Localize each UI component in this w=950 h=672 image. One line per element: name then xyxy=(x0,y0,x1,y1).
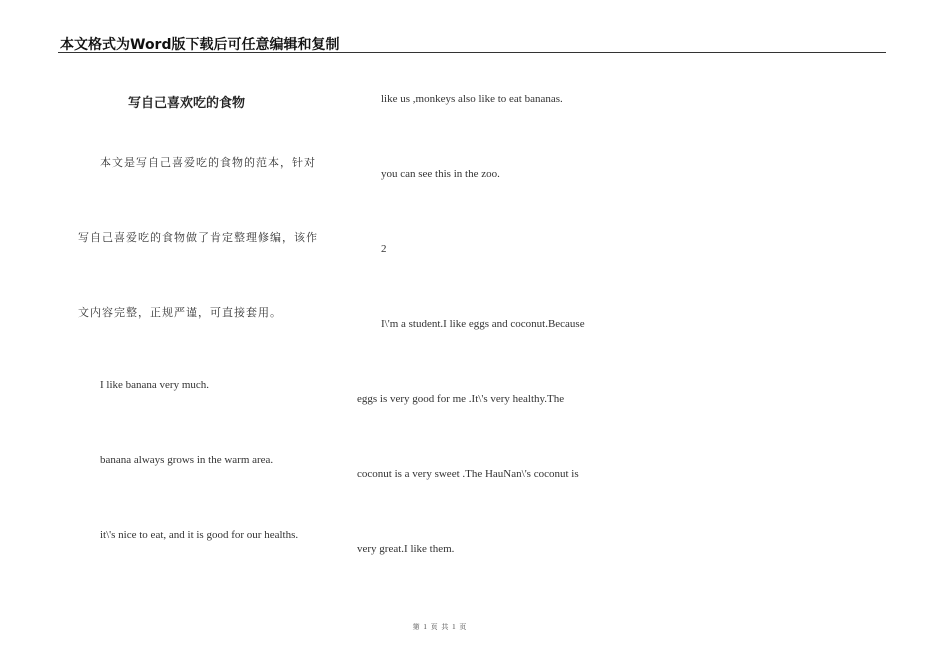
left-paragraph-line: banana always grows in the warm area. xyxy=(100,454,274,466)
document-heading: 写自己喜欢吃的食物 xyxy=(128,96,246,111)
right-paragraph-line: you can see this in the zoo. xyxy=(381,168,500,180)
right-paragraph-line: like us ,monkeys also like to eat bananas. xyxy=(381,93,563,105)
header-divider xyxy=(58,52,886,53)
left-paragraph-line: 写自己喜爱吃的食物做了肯定整理修编，该作 xyxy=(78,231,318,244)
right-paragraph-line: very great.I like them. xyxy=(357,543,455,555)
page-indicator: 第 1 页 共 1 页 xyxy=(412,623,468,631)
left-paragraph-line: 本文是写自己喜爱吃的食物的范本，针对 xyxy=(100,156,316,169)
right-paragraph-line: coconut is a very sweet .The HauNan\'s coconut is xyxy=(357,468,579,480)
header-title: 本文格式为Word版下载后可任意编辑和复制 xyxy=(60,37,340,53)
right-paragraph-line: eggs is very good for me .It\'s very healthy.The xyxy=(357,393,565,405)
left-paragraph-line: I like banana very much. xyxy=(100,379,210,391)
right-paragraph-line: I\'m a student.I like eggs and coconut.Because xyxy=(381,318,585,330)
right-paragraph-line: 2 xyxy=(381,243,387,255)
left-paragraph-line: it\'s nice to eat, and it is good for our healths. xyxy=(100,529,299,541)
left-paragraph-line: 文内容完整，正规严谨，可直接套用。 xyxy=(78,306,282,319)
